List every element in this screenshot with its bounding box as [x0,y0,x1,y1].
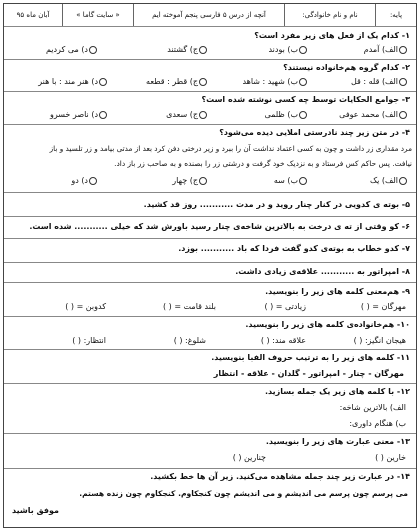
radio-icon [399,46,407,54]
q11-words: مهرگان - چنار - امپراتور - گلدان - علاقه - انتظار [213,369,404,378]
q9-item-4: کدوبن = ( ) [65,302,106,311]
divider [4,468,416,469]
question-8: ۸- امپراتور به ........... علاقه‌ی زیادی داشت. [235,267,410,276]
radio-icon [199,46,207,54]
q2-option-b[interactable]: ب) شهید : شاهد [242,77,308,87]
radio-icon [399,111,407,119]
q4-passage-line-1: مرد مقداری زر داشت و چون به کسی اعتماد نداشت آن را ببرد و زیر درختی دفن کرد بعد از مدتی بیامد و زر تلسید و باز [49,144,412,153]
q4-passage-line-2: نیافت. پس حاکم کس فرستاد و به نزدیک خود گرفت و درشتی زر را بصنده و به صاحب زر باز داد. [114,159,412,168]
divider [4,124,416,125]
radio-icon [89,46,97,54]
radio-icon [299,46,307,54]
header-divider [284,4,285,26]
divider [4,433,416,434]
question-2: ۲- کدام گروه هم‌خانواده نیستند؟ [283,63,410,72]
q4-option-a[interactable]: الف) یک [370,176,408,186]
q2-option-d[interactable]: د) هنر مند : با هنر [38,77,108,87]
question-12: ۱۲- با کلمه های زیر یک جمله بسازید. [264,387,410,396]
radio-icon [399,177,407,185]
radio-icon [199,111,207,119]
header-date: آبان ماه ۹۵ [16,10,50,19]
question-1: ۱- کدام یک از فعل های زیر مفرد است؟ [254,31,410,40]
q10-item-4: انتظار: ( ) [72,336,106,345]
header-divider [133,4,134,26]
divider [4,383,416,384]
header-divider [375,4,376,26]
question-4: ۴- در متن زیر چند نادرستی املایی دیده می‌شود؟ [219,128,410,137]
question-10: ۱۰- هم‌خانواده‌ی کلمه های زیر را بنویسید. [245,320,410,329]
header-row [4,4,416,26]
q10-item-2: علاقه مند: ( ) [260,336,306,345]
header-title: آنچه از درس ۵ فارسی پنجم آموخته ایم [152,10,266,19]
question-9: ۹- هم‌معنی کلمه های زیر را بنویسید. [265,287,410,296]
question-14: ۱۴- در عبارت زیر چند جمله مشاهده می‌کنید. زیر آن ها خط بکشید. [150,472,410,481]
radio-icon [99,78,107,86]
q10-item-3: شلوغ: ( ) [173,336,206,345]
q13-item-2: چنارین ( ) [232,453,266,462]
radio-icon [89,177,97,185]
header-grade: پایه: [389,10,403,19]
question-5: ۵- بوته ی کدویی در کنار چنار روید و در مدت ........... روز قد کشید. [143,200,410,209]
q14-sentence: می پرسم چون پرسم می اندیشم و می اندیشم چون کنجکاوم. کنجکاوم چون زنده هستم. [79,489,408,498]
radio-icon [399,78,407,86]
header-site: « سایت گاما » [76,10,120,19]
divider [4,282,416,283]
q4-option-b[interactable]: ب) سه [274,176,308,186]
q12-part-b: ب) هنگام داوری: [349,419,406,428]
q3-option-b[interactable]: ب) ظلمی [264,110,308,120]
q1-option-d[interactable]: د) می کردیم [46,45,98,55]
radio-icon [99,111,107,119]
radio-icon [299,177,307,185]
divider [4,26,416,27]
radio-icon [299,78,307,86]
q1-option-b[interactable]: ب) بودند [268,45,308,55]
question-13: ۱۳- معنی عبارت های زیر را بنویسید. [265,437,410,446]
q12-part-a: الف) بالاترین شاخه: [339,403,406,412]
q3-option-c[interactable]: ج) سعدی [166,110,208,120]
q4-option-d[interactable]: د) دو [71,176,98,186]
radio-icon [299,111,307,119]
q9-item-3: بلند قامت = ( ) [162,302,216,311]
question-3: ۳- جوامع الحکایات توسط چه کسی نوشته شده است؟ [201,95,410,104]
q1-option-a[interactable]: الف) آمدم [364,45,408,55]
radio-icon [199,177,207,185]
q9-item-2: زیادتی = ( ) [264,302,306,311]
q3-option-d[interactable]: د) ناصر خسرو [50,110,108,120]
header-name-label: نام و نام خانوادگی: [302,10,358,19]
q9-item-1: مهرگان = ( ) [360,302,406,311]
q1-option-c[interactable]: ج) گشتند [167,45,208,55]
q3-option-a[interactable]: الف) محمد عوفی [339,110,408,120]
footer-good-luck: موفق باشید [12,506,59,515]
question-11: ۱۱- کلمه های زیر را به ترتیب حروف الفبا بنویسید. [211,353,410,362]
question-7: ۷- کدو خطاب به بوته‌ی کدو گفت فردا که باد ........... بوزد. [178,244,410,253]
divider [4,316,416,317]
question-6: ۶- کو وقتی از ته ی درخت به بالاترین شاخه‌ی چنار رسید باورش شد که خیلی ........... شده است. [29,222,410,231]
radio-icon [199,78,207,86]
divider [4,216,416,217]
divider [4,192,416,193]
q10-item-1: هیجان انگیز: ( ) [353,336,406,345]
q13-item-1: خارین ( ) [375,453,406,462]
q2-option-c[interactable]: ج) قطر : قطعه [146,77,208,87]
divider [4,349,416,350]
divider [4,59,416,60]
divider [4,262,416,263]
q2-option-a[interactable]: الف) قله : قل [351,77,408,87]
divider [4,91,416,92]
divider [4,238,416,239]
q4-option-c[interactable]: ج) چهار [172,176,208,186]
header-divider [62,4,63,26]
